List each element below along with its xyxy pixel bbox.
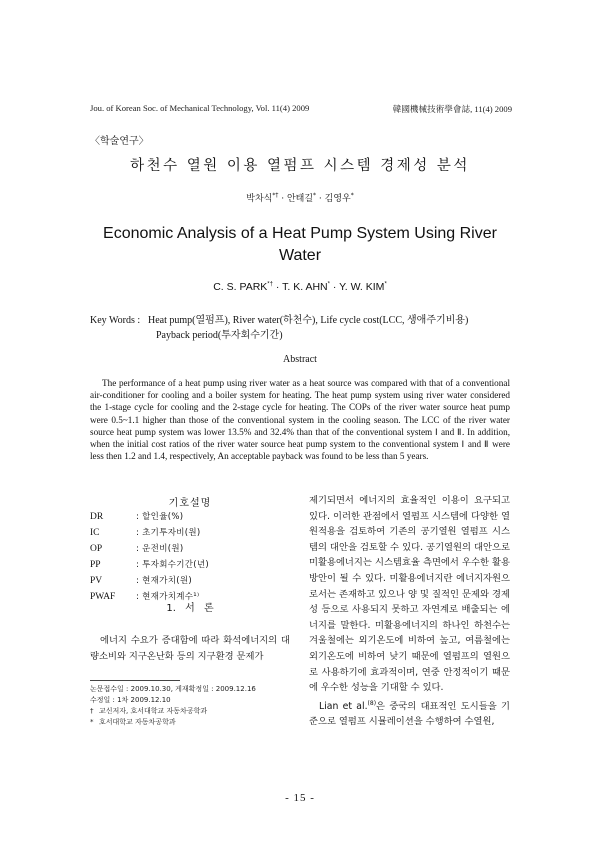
author-ko-1: 박차식: [246, 194, 273, 204]
asterisk-mark: *: [90, 718, 94, 726]
nomenclature-item: [90, 557, 209, 573]
nomenclature-symbol: PWAF: [90, 592, 116, 602]
author-ko-3-mark: *: [350, 192, 354, 199]
keywords-text-1: Heat pump(열펌프), River water(하천수), Life cycle cost(LCC, 생애주기비용): [148, 315, 469, 326]
author-en-2-mark: *: [327, 281, 330, 288]
nomenclature-item: [90, 525, 209, 541]
nomenclature-definition: : 현재가치(원): [136, 576, 192, 586]
introduction-text-left: 에너지 수요가 증대함에 따라 화석에너지의 대량소비와 지구온난화 등의 지구환경 문제가: [90, 635, 290, 662]
citation-reference: (8): [367, 699, 377, 707]
abstract-heading: Abstract: [283, 354, 317, 365]
nomenclature-definition: : 현재가치계수¹⁾: [136, 592, 200, 602]
nomenclature-symbol: DR: [90, 512, 104, 522]
author-en-3-mark: *: [384, 281, 387, 288]
keywords-block: [90, 313, 468, 343]
nomenclature-definition: : 투자회수기간(년): [136, 560, 209, 570]
right-paragraph-2: [309, 696, 510, 730]
english-title: Economic Analysis of a Heat Pump System Using River Water: [103, 225, 497, 264]
english-authors: [0, 281, 600, 293]
nomenclature-item: [90, 541, 209, 557]
keywords-text-2: Payback period(투자회수기간): [156, 330, 283, 341]
dagger-mark: †: [90, 707, 94, 715]
citation-author: Lian et al.: [319, 700, 368, 712]
page-number: - 15 -: [285, 792, 315, 804]
author-ko-3: · 김영우: [316, 194, 351, 204]
footnote-revised: 수정일 : 1차 2009.12.10: [90, 696, 171, 704]
author-en-1-mark: *†: [267, 281, 273, 288]
right-paragraph-2-text: 은 중국의 대표적인 도시들을 기준으로 열펌프 시뮬레이션을 수행하여 수열원,: [309, 700, 510, 728]
nomenclature-symbol: IC: [90, 528, 100, 538]
article-category: 〈학술연구〉: [90, 136, 149, 147]
author-ko-1-mark: *†: [272, 192, 279, 199]
nomenclature-definition: : 운전비(원): [136, 544, 184, 554]
journal-header-left: Jou. of Korean Soc. of Mechanical Technology, Vol. 11(4) 2009: [90, 103, 310, 113]
right-paragraph-1: 제기되면서 에너지의 효율적인 이용이 요구되고 있다. 이러한 관점에서 열펌프 시스템에 다양한 열원적용을 검토하여 기존의 공기열원 열펌프 시스템의 대안을 검토할 수 있다. 공기열원의 대안으로 미활용에너지는 시스템효율 측면에서 우수한 활용 방안이 될 수 있다. 미활용에너지란 에너지자원으로서는 존재하고 있으나 양 및 질적인 문제와 경제성 등으로 사용되지 못하고 자연계로 배출되는 에너지를 말한다. 미활용에너지의 하나인 하천수는 겨울철에는 외기온도에 비하여 높고, 여름철에는 외기온도에 비하여 낮기 때문에 열펌프의 열원으로 사용하기에 효과적이며, 연중 안정적이기 때문에 우수한 성능을 기대할 수 있다.: [309, 495, 510, 694]
keywords-label: Key Words :: [90, 315, 141, 326]
footnotes: [90, 684, 256, 728]
nomenclature-item: [90, 509, 209, 525]
keywords-line-1: [90, 313, 468, 328]
nomenclature-list: [90, 509, 209, 605]
korean-title: 하천수 열원 이용 열펌프 시스템 경제성 분석: [130, 158, 470, 174]
nomenclature-symbol: PP: [90, 560, 101, 570]
footnote-affiliation-text: 호서대학교 자동차공학과: [99, 718, 176, 726]
section-1-heading: 1. 서 론: [166, 603, 214, 614]
footnote-corresponding-text: 교신저자, 호서대학교 자동차공학과: [99, 707, 208, 715]
author-ko-2-mark: *: [313, 192, 317, 199]
nomenclature-definition: : 할인율(%): [136, 512, 184, 522]
abstract-body: The performance of a heat pump using river water as a heat source was compared with that of a conventional air-conditioner for cooling and a boiler system for heating. The heat pump system using river water considered the 1-stage cycle for cooling and the 2-stage cycle for heating. The COPs of the river water source heat pump were 0.5~1.1 higher than those of the conventional system in the cooling season. The LCC of the river water source heat pump system was lower 13.5% and 32.4% than that of the conventional system Ⅰ and Ⅱ. In addition, when the initial cost ratios of the river water source heat pump system to the conventional system Ⅰ and Ⅱ were less then 1.2 and 1.4, respectively, An acceptable payback was found to be less than 5 years.: [90, 378, 510, 462]
right-column-text: [309, 493, 510, 730]
author-ko-2: · 안태길: [278, 194, 314, 204]
footnote-affiliation: [90, 717, 256, 728]
journal-header-right: 韓國機械技術學會誌, 11(4) 2009: [392, 104, 512, 114]
footnote-divider: [90, 680, 180, 681]
nomenclature-symbol: OP: [90, 544, 103, 554]
author-en-1: C. S. PARK: [213, 281, 268, 293]
footnote-received: 논문접수일 : 2009.10.30, 게재확정일 : 2009.12.16: [90, 685, 256, 693]
korean-authors: [0, 191, 600, 204]
author-en-3: · Y. W. KIM: [329, 281, 385, 293]
nomenclature-definition: : 초기투자비(원): [136, 528, 201, 538]
nomenclature-item: [90, 573, 209, 589]
author-en-2: · T. K. AHN: [272, 281, 328, 293]
nomenclature-symbol: PV: [90, 576, 103, 586]
nomenclature-title: 기호설명: [168, 498, 212, 509]
footnote-corresponding: [90, 706, 256, 717]
